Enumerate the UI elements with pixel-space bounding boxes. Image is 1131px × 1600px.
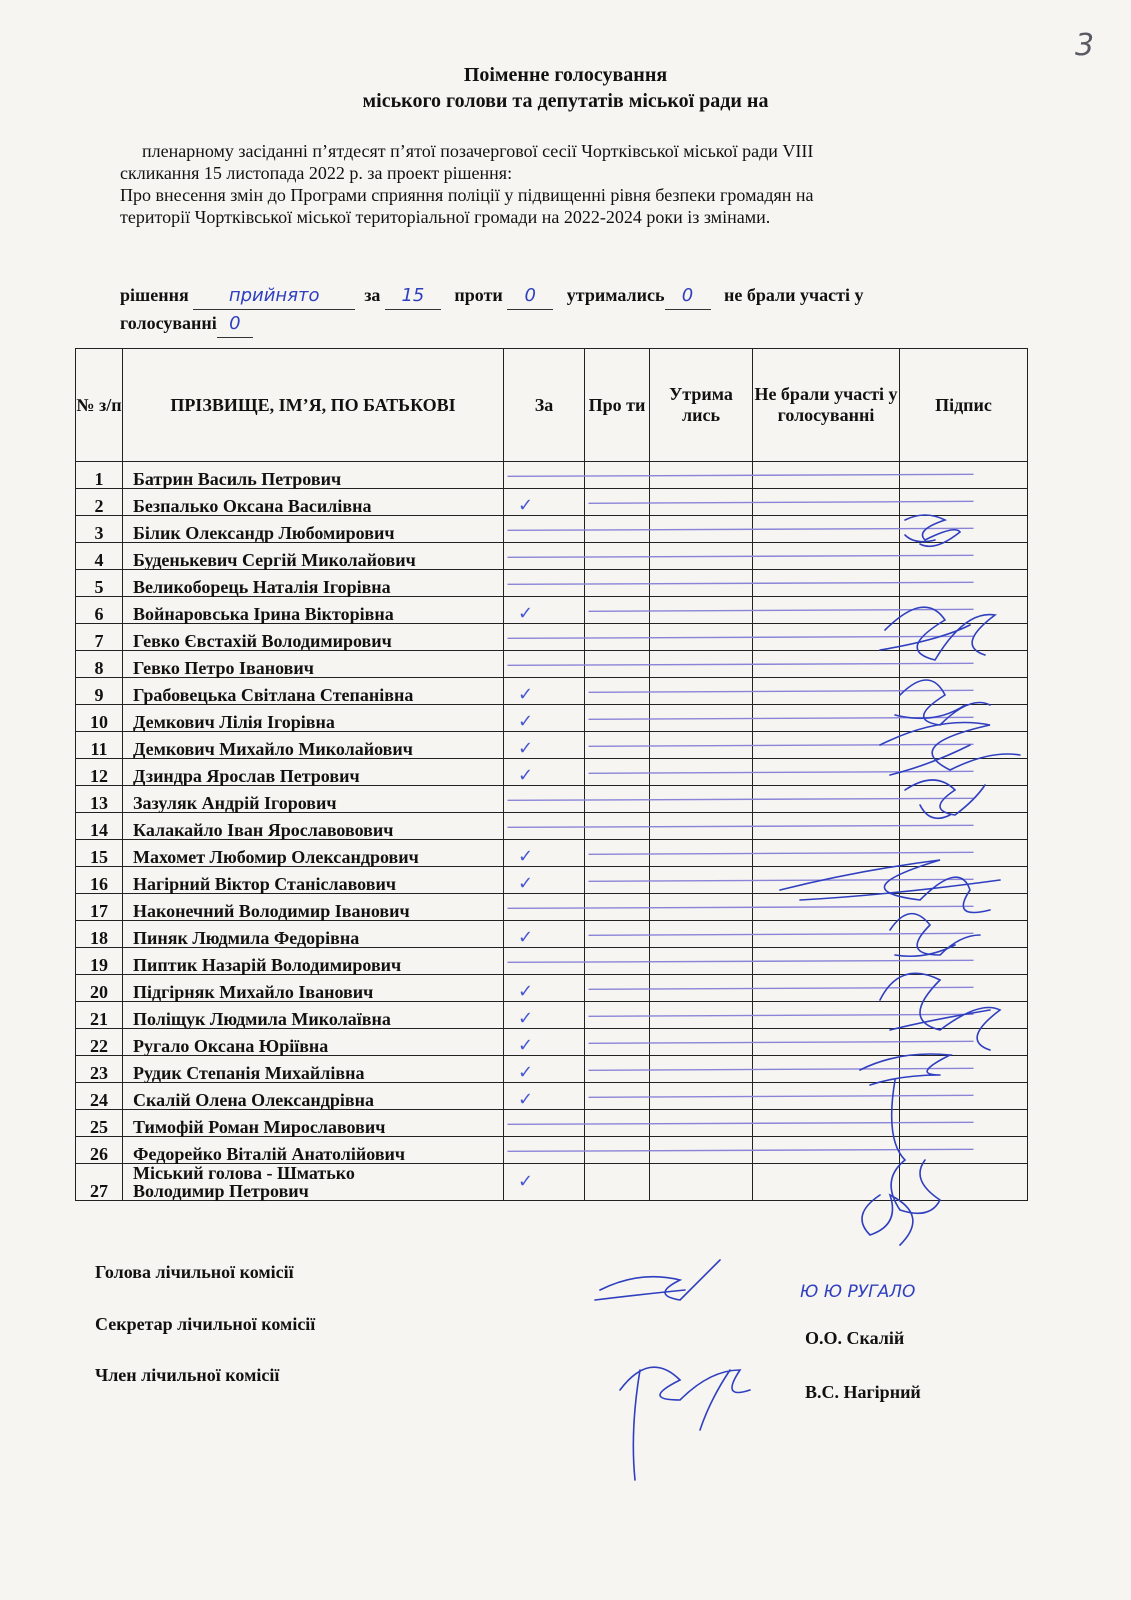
row-name: Махомет Любомир Олександрович — [123, 840, 504, 867]
row-abstained — [650, 516, 753, 543]
row-not-voting — [753, 624, 900, 651]
row-not-voting — [753, 705, 900, 732]
header-not-voting: Не брали участі у голосуванні — [753, 349, 900, 462]
row-not-voting — [753, 1056, 900, 1083]
row-abstained — [650, 786, 753, 813]
table-row — [76, 678, 1028, 705]
row-abstained — [650, 678, 753, 705]
table-row — [76, 975, 1028, 1002]
row-name: Гевко Петро Іванович — [123, 651, 504, 678]
commission-member-name: В.С. Нагірний — [805, 1382, 921, 1402]
for-count: 15 — [385, 283, 441, 310]
row-not-voting — [753, 921, 900, 948]
row-for-mark — [504, 786, 585, 813]
row-name: Безпалько Оксана Василівна — [123, 489, 504, 516]
row-for-mark — [504, 570, 585, 597]
header-name: ПРІЗВИЩЕ, ІМ’Я, ПО БАТЬКОВІ — [123, 349, 504, 462]
intro-line-2: скликання 15 листопада 2022 р. за проект рішення: — [120, 163, 513, 183]
row-name: Тимофій Роман Мирославович — [123, 1110, 504, 1137]
row-name — [123, 1164, 504, 1201]
row-num: 10 — [76, 705, 123, 732]
row-name: Зазуляк Андрій Ігорович — [123, 786, 504, 813]
row-num: 18 — [76, 921, 123, 948]
row-signature — [900, 1083, 1028, 1110]
row-abstained — [650, 651, 753, 678]
row-abstained — [650, 1083, 753, 1110]
intro-line-3: Про внесення змін до Програми сприяння поліції у підвищенні рівня безпеки громадян на — [120, 185, 814, 205]
row-not-voting — [753, 462, 900, 489]
row-num: 1 — [76, 462, 123, 489]
row-not-voting — [753, 651, 900, 678]
row-num: 21 — [76, 1002, 123, 1029]
row-not-voting — [753, 948, 900, 975]
table-row — [76, 543, 1028, 570]
row-abstained — [650, 948, 753, 975]
table-row — [76, 489, 1028, 516]
row-not-voting — [753, 543, 900, 570]
row-not-voting — [753, 786, 900, 813]
row-against — [585, 570, 650, 597]
row-name: Ругало Оксана Юріївна — [123, 1029, 504, 1056]
row-abstained — [650, 867, 753, 894]
row-abstained — [650, 489, 753, 516]
decision-label: рішення — [120, 285, 189, 305]
row-abstained — [650, 543, 753, 570]
row-for-mark: ✓ — [504, 1083, 585, 1110]
table-row — [76, 516, 1028, 543]
row-against — [585, 840, 650, 867]
for-label: за — [364, 285, 381, 305]
row-name: Пиняк Людмила Федорівна — [123, 921, 504, 948]
table-row — [76, 759, 1028, 786]
row-not-voting — [753, 1083, 900, 1110]
not-voting-label: не брали участі у — [724, 285, 864, 305]
row-signature — [900, 732, 1028, 759]
row-not-voting — [753, 1110, 900, 1137]
decision-status-handwritten: прийнято — [193, 283, 355, 310]
title-line-2: міського голови та депутатів міської ради на — [362, 90, 769, 112]
row-num: 26 — [76, 1137, 123, 1164]
abstained-label: утримались — [566, 285, 665, 305]
table-row — [76, 1083, 1028, 1110]
table-row — [76, 867, 1028, 894]
row-num: 6 — [76, 597, 123, 624]
row-signature — [900, 1002, 1028, 1029]
row-num: 4 — [76, 543, 123, 570]
page-number: 3 — [1075, 28, 1095, 63]
row-name: Поліщук Людмила Миколаївна — [123, 1002, 504, 1029]
row-for-mark — [504, 813, 585, 840]
row-name: Демкович Михайло Миколайович — [123, 732, 504, 759]
table-row-mayor — [76, 1164, 1028, 1201]
row-for-mark: ✓ — [504, 867, 585, 894]
row-for-mark: ✓ — [504, 732, 585, 759]
table-row — [76, 705, 1028, 732]
commission-secretary-label: Секретар лічильної комісії — [95, 1314, 316, 1334]
table-row — [76, 786, 1028, 813]
row-not-voting — [753, 678, 900, 705]
table-row — [76, 894, 1028, 921]
table-row — [76, 921, 1028, 948]
row-num: 20 — [76, 975, 123, 1002]
row-against — [585, 1056, 650, 1083]
row-num: 15 — [76, 840, 123, 867]
row-for-mark: ✓ — [504, 1056, 585, 1083]
header-abstained: Утрима лись — [650, 349, 753, 462]
row-not-voting — [753, 732, 900, 759]
table-row — [76, 1056, 1028, 1083]
row-for-mark: ✓ — [504, 840, 585, 867]
row-abstained — [650, 813, 753, 840]
decision-summary — [120, 282, 1040, 338]
row-abstained — [650, 732, 753, 759]
row-num: 8 — [76, 651, 123, 678]
mayor-name-line-2: Володимир Петрович — [133, 1181, 309, 1201]
row-for-mark — [504, 516, 585, 543]
row-for-mark — [504, 651, 585, 678]
row-not-voting — [753, 1137, 900, 1164]
row-num: 14 — [76, 813, 123, 840]
row-signature — [900, 516, 1028, 543]
document-title — [0, 62, 1131, 114]
header-for: За — [504, 349, 585, 462]
row-signature — [900, 624, 1028, 651]
row-abstained — [650, 1137, 753, 1164]
session-description — [120, 140, 1040, 228]
row-for-mark: ✓ — [504, 705, 585, 732]
row-name: Войнаровська Ірина Вікторівна — [123, 597, 504, 624]
row-num: 17 — [76, 894, 123, 921]
row-against — [585, 813, 650, 840]
row-for-mark: ✓ — [504, 597, 585, 624]
row-for-mark: ✓ — [504, 1164, 585, 1201]
intro-line-1: пленарному засіданні п’ятдесят п’ятої позачергової сесії Чортківської міської ради VIII — [142, 141, 814, 161]
row-against — [585, 651, 650, 678]
row-against — [585, 921, 650, 948]
table-row — [76, 624, 1028, 651]
row-for-mark: ✓ — [504, 975, 585, 1002]
row-name: Федорейко Віталій Анатолійович — [123, 1137, 504, 1164]
table-row — [76, 651, 1028, 678]
row-name: Підгірняк Михайло Іванович — [123, 975, 504, 1002]
row-signature — [900, 759, 1028, 786]
row-signature — [900, 543, 1028, 570]
row-against — [585, 732, 650, 759]
row-abstained — [650, 1164, 753, 1201]
row-num: 27 — [76, 1164, 123, 1201]
abstained-count: 0 — [665, 283, 711, 310]
commission-head-label: Голова лічильної комісії — [95, 1262, 294, 1282]
row-num: 11 — [76, 732, 123, 759]
header-signature: Підпис — [900, 349, 1028, 462]
row-signature — [900, 597, 1028, 624]
row-against — [585, 624, 650, 651]
row-signature — [900, 840, 1028, 867]
row-abstained — [650, 570, 753, 597]
row-against — [585, 516, 650, 543]
row-abstained — [650, 975, 753, 1002]
row-abstained — [650, 624, 753, 651]
row-name: Калакайло Іван Ярославовович — [123, 813, 504, 840]
header-num: № з/п — [76, 349, 123, 462]
table-row — [76, 1137, 1028, 1164]
row-for-mark: ✓ — [504, 921, 585, 948]
row-for-mark: ✓ — [504, 1002, 585, 1029]
row-signature — [900, 867, 1028, 894]
row-against — [585, 1029, 650, 1056]
row-for-mark — [504, 1110, 585, 1137]
row-num: 23 — [76, 1056, 123, 1083]
row-against — [585, 1110, 650, 1137]
row-not-voting — [753, 867, 900, 894]
row-against — [585, 678, 650, 705]
row-not-voting — [753, 894, 900, 921]
row-name: Великоборець Наталія Ігорівна — [123, 570, 504, 597]
roll-call-table — [75, 348, 1028, 1201]
against-label: проти — [454, 285, 503, 305]
intro-line-4: території Чортківської міської територіальної громади на 2022-2024 роки із змінами. — [120, 207, 771, 227]
row-name: Грабовецька Світлана Степанівна — [123, 678, 504, 705]
table-row — [76, 840, 1028, 867]
row-against — [585, 759, 650, 786]
mayor-name-line-1: Міський голова - Шматько — [133, 1163, 355, 1183]
row-num: 9 — [76, 678, 123, 705]
commission-secretary-name: О.О. Скалій — [805, 1328, 905, 1348]
row-for-mark — [504, 894, 585, 921]
row-signature — [900, 894, 1028, 921]
row-against — [585, 543, 650, 570]
table-header-row — [76, 349, 1028, 462]
row-num: 24 — [76, 1083, 123, 1110]
table-row — [76, 732, 1028, 759]
row-name: Пиптик Назарій Володимирович — [123, 948, 504, 975]
row-signature — [900, 651, 1028, 678]
row-signature — [900, 678, 1028, 705]
row-against — [585, 867, 650, 894]
row-abstained — [650, 759, 753, 786]
against-count: 0 — [507, 283, 553, 310]
row-against — [585, 462, 650, 489]
row-name: Батрин Василь Петрович — [123, 462, 504, 489]
row-num: 19 — [76, 948, 123, 975]
row-not-voting — [753, 597, 900, 624]
row-abstained — [650, 1029, 753, 1056]
title-line-1: Поіменне голосування — [463, 64, 668, 86]
row-name: Гевко Євстахій Володимирович — [123, 624, 504, 651]
row-name: Буденькевич Сергій Миколайович — [123, 543, 504, 570]
row-for-mark — [504, 948, 585, 975]
row-name: Нагірний Віктор Станіславович — [123, 867, 504, 894]
row-for-mark — [504, 624, 585, 651]
row-signature — [900, 786, 1028, 813]
row-name: Наконечний Володимир Іванович — [123, 894, 504, 921]
row-abstained — [650, 921, 753, 948]
row-abstained — [650, 1110, 753, 1137]
row-not-voting — [753, 570, 900, 597]
row-for-mark: ✓ — [504, 489, 585, 516]
row-for-mark — [504, 462, 585, 489]
row-against — [585, 705, 650, 732]
not-voting-label-2: голосуванні — [120, 313, 217, 333]
row-signature — [900, 705, 1028, 732]
table-row — [76, 948, 1028, 975]
row-signature — [900, 570, 1028, 597]
row-against — [585, 489, 650, 516]
row-name: Рудик Степанія Михайлівна — [123, 1056, 504, 1083]
row-num: 16 — [76, 867, 123, 894]
row-abstained — [650, 462, 753, 489]
row-not-voting — [753, 1002, 900, 1029]
row-num: 22 — [76, 1029, 123, 1056]
row-signature — [900, 1164, 1028, 1201]
row-num: 7 — [76, 624, 123, 651]
row-not-voting — [753, 1164, 900, 1201]
row-num: 2 — [76, 489, 123, 516]
row-against — [585, 975, 650, 1002]
row-abstained — [650, 840, 753, 867]
row-abstained — [650, 597, 753, 624]
row-abstained — [650, 894, 753, 921]
row-against — [585, 1083, 650, 1110]
table-row — [76, 462, 1028, 489]
row-name: Демкович Лілія Ігорівна — [123, 705, 504, 732]
row-against — [585, 597, 650, 624]
row-for-mark: ✓ — [504, 759, 585, 786]
row-against — [585, 894, 650, 921]
row-against — [585, 1002, 650, 1029]
row-for-mark — [504, 1137, 585, 1164]
row-abstained — [650, 705, 753, 732]
row-signature — [900, 1110, 1028, 1137]
row-num: 12 — [76, 759, 123, 786]
row-against — [585, 948, 650, 975]
row-against — [585, 1137, 650, 1164]
row-against — [585, 786, 650, 813]
row-signature — [900, 462, 1028, 489]
row-abstained — [650, 1056, 753, 1083]
row-not-voting — [753, 759, 900, 786]
commission-member-label: Член лічильної комісії — [95, 1365, 280, 1385]
row-not-voting — [753, 975, 900, 1002]
row-not-voting — [753, 813, 900, 840]
row-for-mark: ✓ — [504, 1029, 585, 1056]
table-row — [76, 570, 1028, 597]
row-not-voting — [753, 489, 900, 516]
row-against — [585, 1164, 650, 1201]
row-name: Дзиндра Ярослав Петрович — [123, 759, 504, 786]
row-num: 3 — [76, 516, 123, 543]
row-abstained — [650, 1002, 753, 1029]
row-not-voting — [753, 1029, 900, 1056]
row-for-mark: ✓ — [504, 678, 585, 705]
row-signature — [900, 1056, 1028, 1083]
row-signature — [900, 921, 1028, 948]
row-for-mark — [504, 543, 585, 570]
row-name: Білик Олександр Любомирович — [123, 516, 504, 543]
row-signature — [900, 489, 1028, 516]
row-not-voting — [753, 516, 900, 543]
row-signature — [900, 1137, 1028, 1164]
table-row — [76, 1029, 1028, 1056]
not-voting-count: 0 — [217, 311, 253, 338]
row-signature — [900, 1029, 1028, 1056]
row-num: 25 — [76, 1110, 123, 1137]
table-row — [76, 597, 1028, 624]
header-against: Про ти — [585, 349, 650, 462]
row-not-voting — [753, 840, 900, 867]
table-row — [76, 1002, 1028, 1029]
row-name: Скалій Олена Олександрівна — [123, 1083, 504, 1110]
row-signature — [900, 948, 1028, 975]
row-signature — [900, 975, 1028, 1002]
table-row — [76, 813, 1028, 840]
row-num: 13 — [76, 786, 123, 813]
commission-head-name: Ю Ю РУГАЛО — [800, 1282, 916, 1302]
row-num: 5 — [76, 570, 123, 597]
row-signature — [900, 813, 1028, 840]
table-row — [76, 1110, 1028, 1137]
